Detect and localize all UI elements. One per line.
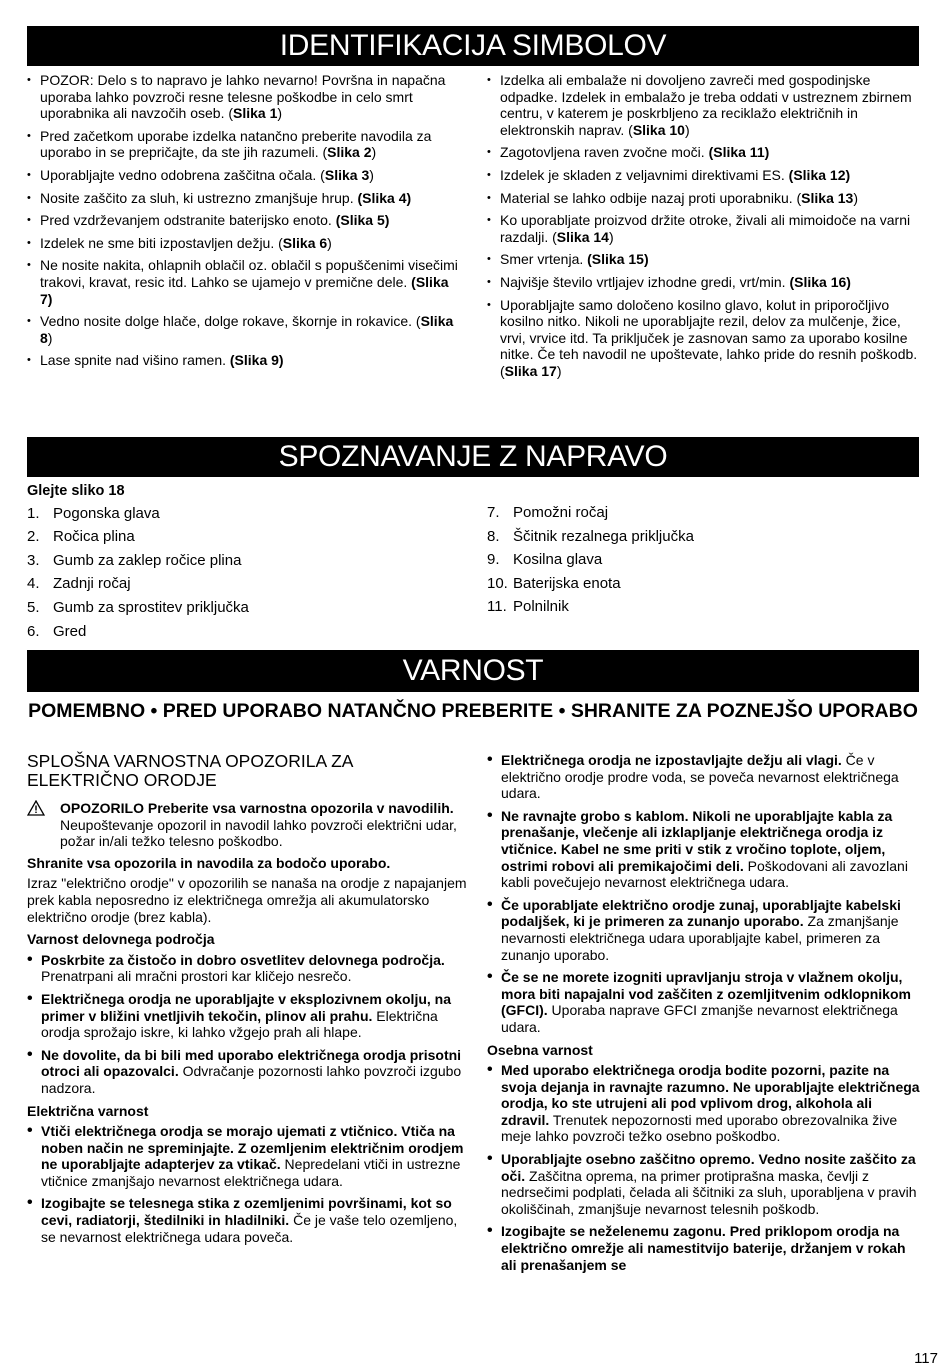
figure-reference: (Slika 15)	[587, 251, 649, 268]
symbols-left-list	[27, 72, 459, 369]
list-item	[27, 190, 459, 207]
list-item	[487, 297, 923, 380]
page-number: 117	[914, 1350, 938, 1368]
safety-item-bold: Izogibajte se neželenemu zagonu. Pred priklopom orodja na električno omrežje ali namestitvijo baterije, držanjem v rokah ali prenašanjem se	[501, 1223, 906, 1273]
item-text-end: )	[853, 189, 858, 206]
safety-item	[487, 752, 923, 802]
safety-item-text: Odvračanje pozornosti lahko povzroči izgubo nadzora.	[41, 1063, 462, 1096]
safety-item	[27, 991, 467, 1041]
see-figure-label: Glejte sliko 18	[27, 483, 125, 499]
part-label: Ščitnik rezalnega priključka	[513, 527, 694, 545]
part-label: Pomožni ročaj	[513, 504, 609, 521]
item-text: Zagotovljena raven zvočne moči.	[500, 144, 709, 161]
item-text-end: )	[369, 166, 374, 183]
part-label: Gred	[53, 622, 87, 640]
safety-item-bold: Električnega orodja ne uporabljajte v eksplozivnem okolju, na primer v bližini vnetljivih tekočin, plinov ali prahu.	[41, 990, 451, 1024]
part-item	[27, 576, 447, 600]
figure-reference: Slika 2	[327, 144, 372, 161]
warning-triangle-icon	[27, 800, 60, 850]
safety-item-text: Poškodovani ali zavozlani kabli povečujejo nevarnost električnega udara.	[501, 857, 908, 891]
list-item	[27, 212, 459, 229]
safety-item	[27, 1123, 467, 1189]
parts-right-column	[487, 505, 917, 623]
figure-reference: (Slika 16)	[789, 273, 851, 290]
item-text-end: )	[371, 144, 377, 161]
item-text: POZOR: Delo s to napravo je lahko nevarno! Površna in napačna uporaba lahko povzroči resne telesne poškodbe in celo smrt uporabnika ali navzočih oseb. (	[40, 72, 446, 122]
safety-item-bold: Električnega orodja ne izpostavljajte dežju ali vlagi.	[501, 752, 842, 768]
item-text: Smer vrtenja.	[500, 251, 588, 268]
figure-reference: Slika 13	[801, 189, 854, 206]
safety-item	[487, 1062, 923, 1145]
list-item	[487, 212, 923, 245]
safety-item-bold: Če uporabljate električno orodje zunaj, uporabljajte kabelski podaljšek, ki je primeren za zunanjo uporabo.	[501, 896, 901, 930]
figure-reference: (Slika 4)	[357, 189, 412, 206]
section-title-symbols: IDENTIFIKACIJA SIMBOLOV	[27, 26, 919, 66]
figure-reference: (Slika 5)	[335, 212, 390, 229]
part-number: 4.	[27, 575, 40, 593]
part-item	[487, 599, 917, 623]
safety-item	[487, 808, 923, 891]
figure-reference: Slika 10	[632, 121, 685, 138]
part-label: Baterijska enota	[513, 574, 621, 592]
list-item	[487, 251, 923, 268]
part-label: Pogonska glava	[53, 504, 160, 522]
electrical-list-left	[27, 1123, 467, 1245]
section-title-safety: VARNOST	[27, 650, 919, 692]
part-number: 6.	[27, 622, 40, 640]
section-title-parts: SPOZNAVANJE Z NAPRAVO	[27, 437, 919, 477]
figure-reference: (Slika 9)	[229, 352, 284, 369]
item-text: Izdelka ali embalaže ni dovoljeno zavreči med gospodinjske odpadke. Izdelek in embalažo je treba oddati v ustreznem zbirnem centru, v katerem je poskrbljeno za reciklažo električnih in elektronskih naprav. (	[500, 72, 912, 138]
list-item	[487, 274, 923, 291]
warning-bold-text: OPOZORILO Preberite vsa varnostna opozorila v navodilih.	[60, 800, 454, 816]
item-text: Lase spnite nad višino ramen.	[40, 352, 230, 369]
safety-item-bold: Uporabljajte osebno zaščitno opremo. Vedno nosite zaščito za oči.	[501, 1151, 916, 1184]
item-text: Najvišje število vrtljajev izhodne gredi, vrt/min.	[500, 273, 790, 290]
list-item	[27, 352, 459, 369]
electrical-heading: Električna varnost	[27, 1102, 149, 1119]
list-item	[27, 313, 459, 346]
item-text: Nosite zaščito za sluh, ki ustrezno zmanjšuje hrup.	[40, 189, 358, 206]
figure-reference: Slika 1	[233, 105, 278, 122]
item-text-end: )	[47, 329, 53, 346]
safety-item	[27, 952, 467, 985]
part-item	[27, 506, 447, 530]
safety-item	[487, 969, 923, 1035]
item-text: Uporabljajte samo določeno kosilno glavo, kolut in priporočljivo kosilno nitko. Nikoli ne uporabljajte rezil, delov za mulčenje, žice, vrvi, vrvice itd. Ta priključek je zasnovan samo za uporabo kosilne nitke. Če teh navodil ne upoštevate, lahko pride do resnih poškodb. (	[500, 296, 918, 379]
list-item	[27, 257, 459, 307]
figure-reference: Slika 8	[40, 313, 454, 346]
part-item	[27, 529, 447, 553]
safety-left-column	[27, 752, 467, 1251]
work-area-list	[27, 952, 467, 1097]
safety-item-text: Če je vaše telo ozemljeno, se nevarnost električnega udara poveča.	[41, 1212, 458, 1245]
warning-text: Neupoštevanje opozoril in navodil lahko povzroči električni udar, požar in/ali težko telesno poškodbo.	[60, 816, 457, 850]
warning-block	[27, 800, 467, 850]
definition-text: Izraz "električno orodje" v opozorilih se nanaša na orodje z napajanjem prek kabla neposredno iz električnega omrežja ali akumulatorsko električno orodje (brez kabla).	[27, 875, 467, 925]
part-item	[27, 624, 447, 648]
work-area-heading: Varnost delovnega področja	[27, 931, 215, 948]
safety-item-text: Nepredelani vtiči in ustrezne vtičnice zmanjšajo nevarnost električnega udara.	[41, 1156, 461, 1189]
safety-item-bold: Če se ne morete izogniti upravljanju stroja v vlažnem okolju, mora biti napajalni vod zaščiten z ozemljitvenim odklopnikom (GFCI).	[501, 969, 911, 1019]
safety-item	[487, 1151, 923, 1217]
symbols-left-column	[27, 72, 459, 375]
part-item	[27, 553, 447, 577]
item-text-end: )	[556, 362, 562, 379]
safety-item-bold: Med uporabo električnega orodja bodite pozorni, pazite na svoja dejanja in ravnajte razumno. Ne uporabljajte električnega orodja, ko ste utrujeni ali pod vplivom drog, alkohola ali zdravil.	[501, 1062, 920, 1128]
part-number: 2.	[27, 528, 40, 546]
item-text: Izdelek je skladen z veljavnimi direktivami ES.	[500, 166, 789, 183]
part-label: Ročica plina	[53, 528, 135, 546]
list-item	[27, 167, 459, 184]
item-text: Ko uporabljate proizvod držite otroke, živali ali mimoidoče na varni razdalji. (	[500, 212, 911, 245]
item-text: Izdelek ne sme biti izpostavljen dežju. (	[40, 234, 283, 251]
list-item	[487, 144, 923, 161]
part-item	[487, 552, 917, 576]
safety-item	[487, 1223, 923, 1273]
safety-item-text: Uporaba naprave GFCI zmanjše nevarnost električnega udara.	[501, 1002, 898, 1035]
parts-left-column	[27, 483, 447, 647]
part-number: 1.	[27, 504, 40, 522]
safety-item-text: Zaščitna oprema, na primer protiprašna maska, čevlji z nedrsečimi podplati, čelada ali ščitniki za sluh, uporabljena v pravih okoliščinah, zmanjšuje nevarnost telesnih poškodb.	[501, 1167, 917, 1217]
important-notice: POMEMBNO • PRED UPORABO NATANČNO PREBERITE • SHRANITE ZA POZNEJŠO UPORABO	[28, 700, 918, 722]
item-text-end: )	[327, 234, 332, 251]
part-number: 7.	[487, 504, 500, 521]
figure-reference: (Slika 11)	[708, 144, 770, 161]
list-item	[27, 235, 459, 252]
list-item	[27, 72, 459, 122]
item-text: Pred vzdrževanjem odstranite baterijsko enoto.	[40, 212, 336, 229]
parts-list-right	[487, 505, 917, 623]
item-text-end: )	[277, 105, 283, 122]
personal-safety-heading: Osebna varnost	[487, 1041, 593, 1058]
safety-item-text: Električna orodja sprožajo iskre, ki lahko vžgejo prah ali hlape.	[41, 1007, 438, 1041]
list-item	[27, 128, 459, 161]
figure-reference: Slika 3	[324, 166, 370, 183]
item-text: Uporabljajte vedno odobrena zaščitna očala. (	[40, 166, 325, 183]
keep-instructions: Shranite vsa opozorila in navodila za bodočo uporabo.	[27, 854, 391, 871]
list-item	[487, 167, 923, 184]
safety-item	[27, 1047, 467, 1097]
item-text: Ne nosite nakita, ohlapnih oblačil oz. oblačil s popuščenimi visečimi trakovi, kravat, resic itd. Lahko se ujamejo v premične dele.	[40, 257, 458, 290]
part-item	[27, 600, 447, 624]
safety-item-bold: Ne dovolite, da bi bili med uporabo električnega orodja prisotni otroci ali opazovalci.	[41, 1046, 462, 1080]
part-number: 8.	[487, 527, 500, 545]
part-item	[487, 576, 917, 600]
part-label: Kosilna glava	[513, 551, 603, 569]
item-text: Material se lahko odbije nazaj proti uporabniku. (	[500, 189, 802, 206]
figure-reference: (Slika 12)	[788, 166, 851, 183]
figure-reference: Slika 6	[282, 234, 328, 251]
part-label: Polnilnik	[513, 598, 569, 616]
general-warnings-heading: SPLOŠNA VARNOSTNA OPOZORILA ZA ELEKTRIČNO ORODJE	[27, 751, 353, 790]
item-text-end: )	[684, 121, 690, 138]
figure-reference: Slika 14	[556, 228, 609, 245]
safety-right-column	[487, 752, 923, 1279]
part-label: Zadnji ročaj	[53, 575, 131, 593]
part-number: 10.	[487, 574, 508, 592]
safety-item-text: Trenutek nepozornosti med uporabo obrezovalnika žive meje lahko povzroči težko osebno poškodbo.	[501, 1111, 898, 1145]
safety-item	[487, 897, 923, 963]
part-number: 11.	[487, 598, 507, 616]
safety-item-bold: Ne ravnajte grobo s kablom. Nikoli ne uporabljajte kabla za prenašanje, vlečenje ali izklapljanje električnega orodja iz vtičnice. Kabel ne sme priti v stik z vročino toplote, oljem, ostrimi robovi ali premikajočimi deli.	[501, 807, 893, 874]
safety-item-bold: Vtiči električnega orodja se morajo ujemati z vtičnico. Vtiča na noben način ne spreminjajte. Z ozemljenim električnim orodjem ne uporabljajte adapterjev za vtikač.	[41, 1123, 464, 1173]
part-number: 3.	[27, 551, 40, 569]
part-item	[487, 505, 917, 529]
item-text: Pred začetkom uporabe izdelka natančno preberite navodila za uporabo in se prepričajte, da ste jih razumeli. (	[40, 127, 432, 161]
safety-item-bold: Izogibajte se telesnega stika z ozemljenimi površinami, kot so cevi, radiatorji, štedilniki in hladilniki.	[41, 1195, 452, 1229]
part-number: 9.	[487, 551, 500, 569]
personal-safety-list	[487, 1062, 923, 1273]
item-text: Vedno nosite dolge hlače, dolge rokave, škornje in rokavice. (	[40, 313, 421, 330]
safety-item-text: Za zmanjšanje nevarnosti električnega udara uporabljajte kabel, primeren za zunanjo uporabo.	[501, 913, 899, 963]
item-text-end: )	[608, 228, 614, 245]
symbols-right-column	[487, 72, 923, 386]
part-number: 5.	[27, 598, 40, 616]
part-label: Gumb za sprostitev priključka	[53, 598, 249, 616]
safety-item-bold: Poskrbite za čistočo in dobro osvetlitev delovnega področja.	[41, 951, 445, 968]
figure-reference: (Slika 7)	[40, 273, 449, 307]
symbols-right-list	[487, 72, 923, 380]
safety-item-text: Če v električno orodje prodre voda, se poveča nevarnost električnega udara.	[501, 752, 899, 802]
list-item	[487, 72, 923, 138]
electrical-list-right	[487, 752, 923, 1036]
figure-reference: Slika 17	[504, 362, 557, 379]
safety-item	[27, 1195, 467, 1245]
parts-list-left	[27, 506, 447, 648]
part-item	[487, 529, 917, 553]
safety-item-text: Prenatrpani ali mračni prostori kar kličejo nesrečo.	[41, 968, 352, 985]
part-label: Gumb za zaklep ročice plina	[53, 551, 242, 569]
list-item	[487, 190, 923, 207]
